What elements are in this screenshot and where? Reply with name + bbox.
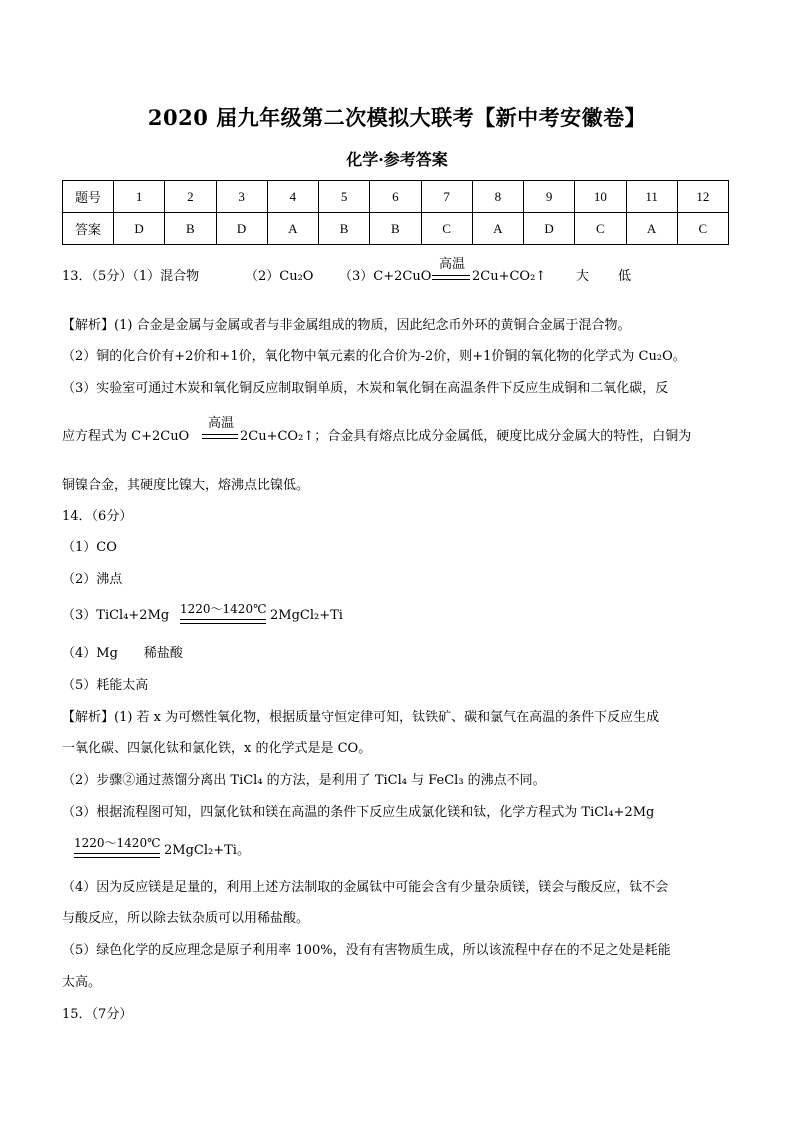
table-cell: C — [677, 213, 728, 245]
table-cell: B — [165, 213, 216, 245]
q13-analysis-equals-sign — [202, 434, 238, 439]
q13-analysis-condition: 高温 — [207, 416, 234, 431]
table-cell: D — [114, 213, 165, 245]
q13-answer-5: 低 — [618, 269, 632, 284]
q14-answer-3-reactants: （3）TiCl₄+2Mg — [62, 608, 170, 623]
q14-equals-sign — [180, 619, 266, 624]
table-cell: A — [267, 213, 318, 245]
table-cell: B — [370, 213, 421, 245]
q13-equals-sign — [432, 275, 470, 280]
table-cell: 6 — [370, 181, 421, 213]
q14-answer-3-products: 2MgCl₂+Ti — [270, 608, 343, 623]
q13-analysis-2: （2）铜的化合价有+2价和+1价，氧化物中氧元素的化合价为-2价，则+1价铜的氧化物的化学式为 Cu₂O。 — [62, 349, 686, 364]
table-cell: 5 — [319, 181, 370, 213]
q13-answer-3-reactants: （3）C+2CuO — [339, 269, 432, 284]
q14-analysis-5-rest: 2MgCl₂+Ti。 — [164, 843, 250, 858]
q13-heading: 13．（5分）（1）混合物 — [62, 269, 200, 284]
table-cell: 11 — [626, 181, 677, 213]
table-cell: 2 — [165, 181, 216, 213]
table-cell: 1 — [114, 181, 165, 213]
q13-analysis-3: （3）实验室可通过木炭和氧化铜反应制取铜单质，木炭和氧化铜在高温条件下反应生成铜和二氧化碳，反 — [62, 381, 669, 396]
table-cell: 12 — [677, 181, 728, 213]
q14-analysis-8: （5）绿色化学的反应理念是原子利用率 100%，没有有害物质生成，所以该流程中存在的不足之处是耗能 — [62, 943, 671, 958]
q15-heading: 15．（7分） — [62, 1007, 133, 1022]
q14-analysis-4: （3）根据流程图可知，四氯化钛和镁在高温的条件下反应生成氯化镁和钛，化学方程式为 TiCl₄+2Mg — [62, 805, 655, 820]
q14-analysis-3: （2）步骤②通过蒸馏分离出 TiCl₄ 的方法，是利用了 TiCl₄ 与 FeCl₃ 的沸点不同。 — [62, 773, 546, 788]
table-cell: 7 — [421, 181, 472, 213]
q14-answer-2: （2）沸点 — [62, 572, 123, 587]
q14-analysis-2: 一氧化碳、四氯化钛和氯化铁，x 的化学式是是 CO。 — [62, 741, 372, 756]
q14-analysis-6: （4）因为反应镁是足量的，利用上述方法制取的金属钛中可能会含有少量杂质镁，镁会与酸反应，钛不会 — [62, 880, 669, 895]
page-subtitle: 化学·参考答案 — [346, 150, 448, 169]
q13-answer-2: （2）Cu₂O — [245, 269, 314, 284]
q14-analysis-9: 太高。 — [62, 975, 102, 990]
q13-analysis-1: 【解析】(1) 合金是金属与金属或者与非金属组成的物质，因此纪念币外环的黄铜合金属于混合物。 — [62, 318, 631, 333]
table-cell: A — [472, 213, 523, 245]
table-cell: 10 — [575, 181, 626, 213]
q13-condition: 高温 — [438, 257, 465, 272]
table-row-answers — [63, 213, 729, 245]
q14-condition: 1220～1420℃ — [180, 602, 267, 616]
page-title: 2020 届九年级第二次模拟大联考【新中考安徽卷】 — [147, 105, 647, 130]
q13-analysis-5: 铜镍合金，其硬度比镍大，熔沸点比镍低。 — [62, 478, 310, 493]
q14-answer-5: （5）耗能太高 — [62, 678, 149, 693]
q13-answer-4: 大 — [576, 269, 590, 284]
table-cell: B — [319, 213, 370, 245]
q13-analysis-4-rest: 2Cu+CO₂↑；合金具有熔点比成分金属低，硬度比成分金属大的特性，白铜为 — [240, 429, 692, 444]
row-label-number: 题号 — [63, 181, 114, 213]
q14-analysis-7: 与酸反应，所以除去钛杂质可以用稀盐酸。 — [62, 911, 310, 926]
table-cell: 4 — [267, 181, 318, 213]
q13-analysis-4-prefix: 应方程式为 C+2CuO — [62, 429, 190, 444]
table-cell: C — [575, 213, 626, 245]
table-cell: 3 — [216, 181, 267, 213]
answer-table — [62, 180, 729, 245]
table-cell: A — [626, 213, 677, 245]
row-label-answer: 答案 — [63, 213, 114, 245]
q14-answer-1: （1）CO — [62, 540, 117, 555]
q14-analysis-1: 【解析】(1) 若 x 为可燃性氧化物，根据质量守恒定律可知，钛铁矿、碳和氯气在高温的条件下反应生成 — [62, 710, 660, 725]
q14-analysis-condition: 1220～1420℃ — [74, 836, 161, 850]
table-cell: D — [216, 213, 267, 245]
table-cell: 8 — [472, 181, 523, 213]
q14-answer-4: （4）Mg 稀盐酸 — [62, 646, 183, 661]
q14-analysis-equals-sign — [74, 853, 160, 858]
table-cell: 9 — [524, 181, 575, 213]
table-cell: C — [421, 213, 472, 245]
table-cell: D — [524, 213, 575, 245]
q13-answer-3-products: 2Cu+CO₂↑ — [472, 269, 547, 284]
table-row-numbers — [63, 181, 729, 213]
q14-heading: 14．（6分） — [62, 509, 133, 524]
